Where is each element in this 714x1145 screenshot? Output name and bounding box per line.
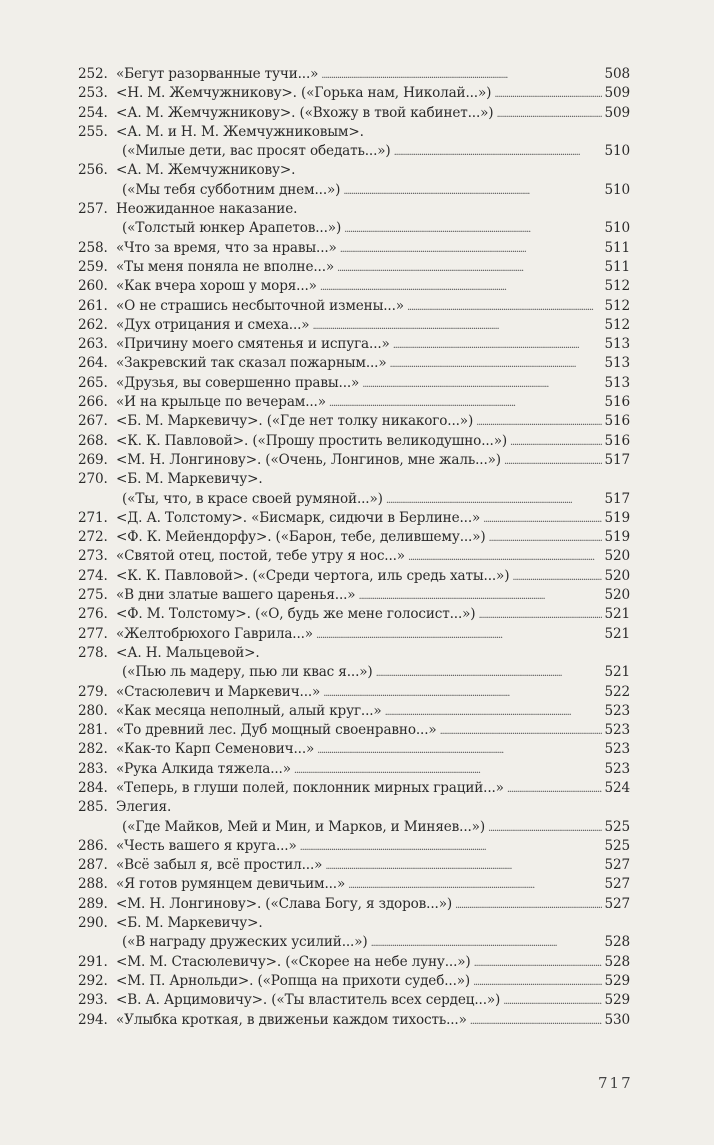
toc-entry-line <box>78 606 630 625</box>
entry-number: 292. <box>78 972 108 989</box>
toc-entry-line <box>78 915 630 934</box>
dot-leader <box>376 664 602 680</box>
entry-title: <А. Н. Мальцевой>. <box>116 644 260 661</box>
toc-entry <box>78 606 630 625</box>
dot-leader <box>496 105 601 121</box>
entry-title: «Всё забыл я, всё простил...» <box>116 857 323 874</box>
dot-leader <box>489 529 602 545</box>
entry-page-number: 521 <box>604 625 630 642</box>
entry-title: «Святой отец, постой, тебе утру я нос...» <box>116 548 405 565</box>
entry-number: 283. <box>78 760 108 777</box>
toc-entry-line <box>78 317 630 336</box>
toc-entry-line <box>78 703 630 722</box>
toc-entry <box>78 876 630 895</box>
entry-number: 257. <box>78 201 108 218</box>
toc-entry-subtitle-line <box>78 143 630 162</box>
dot-leader <box>337 259 601 275</box>
toc-entry-line <box>78 124 630 143</box>
toc-entry <box>78 915 630 954</box>
entry-title: <К. К. Павловой>. («Прошу простить великодушно...») <box>116 432 508 449</box>
entry-page-number: 519 <box>604 509 630 526</box>
toc-entry-line <box>78 684 630 703</box>
toc-entry-subtitle-line <box>78 934 630 953</box>
entry-page-number: 512 <box>604 316 630 333</box>
entry-title: «Ты меня поняла не вполне...» <box>116 258 335 275</box>
toc-entry <box>78 433 630 452</box>
entry-number: 252. <box>78 66 108 82</box>
dot-leader <box>317 741 601 757</box>
entry-number: 289. <box>78 895 108 912</box>
toc-entry-line <box>78 433 630 452</box>
entry-page-number: 516 <box>604 394 630 411</box>
dot-leader <box>510 433 601 449</box>
entry-title: («В награду дружеских усилий...») <box>122 934 368 951</box>
entry-title: «И на крыльце по вечерам...» <box>116 394 326 411</box>
dot-leader <box>476 413 601 429</box>
entry-number: 291. <box>78 953 108 970</box>
entry-page-number: 529 <box>604 972 630 989</box>
toc-entry <box>78 240 630 259</box>
entry-number: 261. <box>78 297 108 314</box>
entry-number: 265. <box>78 374 108 391</box>
dot-leader <box>440 722 602 738</box>
entry-number: 268. <box>78 432 108 449</box>
toc-entry-line <box>78 298 630 317</box>
toc-entry-subtitle-line <box>78 220 630 239</box>
entry-page-number: 524 <box>604 779 630 796</box>
entry-title: <Н. М. Жемчужникову>. («Горька нам, Николай...») <box>116 85 492 102</box>
toc-entry <box>78 529 630 548</box>
toc-entry <box>78 105 630 124</box>
dot-leader <box>390 355 602 371</box>
dot-leader <box>474 954 602 970</box>
entry-page-number: 517 <box>604 490 630 507</box>
toc-entry-line <box>78 162 630 181</box>
toc-entry-line <box>78 645 630 664</box>
dot-leader <box>325 857 601 873</box>
entry-page-number: 512 <box>604 278 630 295</box>
dot-leader <box>504 452 602 468</box>
entry-title: «Как месяца неполный, алый круг...» <box>116 702 382 719</box>
toc-entry-subtitle-line <box>78 182 630 201</box>
toc-entry <box>78 375 630 394</box>
entry-page-number: 520 <box>604 548 630 565</box>
toc-entry-line <box>78 568 630 587</box>
toc-entry-line <box>78 336 630 355</box>
entry-title: («Толстый юнкер Арапетов...») <box>122 220 342 237</box>
toc-entry <box>78 471 630 510</box>
entry-page-number: 516 <box>604 413 630 430</box>
toc-entry-line <box>78 626 630 645</box>
entry-title: <А. М. Жемчужникову>. <box>116 162 296 179</box>
entry-number: 274. <box>78 567 108 584</box>
entry-number: 281. <box>78 722 108 739</box>
toc-entry <box>78 761 630 780</box>
entry-title: «Теперь, в глуши полей, поклонник мирных граций...» <box>116 779 504 796</box>
dot-leader <box>408 548 602 564</box>
toc-entry-line <box>78 799 630 818</box>
entry-page-number: 525 <box>604 818 630 835</box>
dot-leader <box>348 876 601 892</box>
entry-title: <В. А. Арцимовичу>. («Ты властитель всех сердец...») <box>116 992 501 1009</box>
toc-entry-line <box>78 278 630 297</box>
toc-entry <box>78 201 630 240</box>
entry-title: «Друзья, вы совершенно правы...» <box>116 374 360 391</box>
entry-page-number: 520 <box>604 567 630 584</box>
entry-number: 253. <box>78 85 108 102</box>
toc-entry <box>78 954 630 973</box>
toc-entry-line <box>78 529 630 548</box>
toc-entry <box>78 703 630 722</box>
toc-entry-line <box>78 954 630 973</box>
entry-number: 260. <box>78 278 108 295</box>
entry-title: «Что за время, что за нравы...» <box>116 239 337 256</box>
toc-entry <box>78 510 630 529</box>
toc-entry-line <box>78 105 630 124</box>
toc-entry-line <box>78 66 630 85</box>
toc-entry-line <box>78 973 630 992</box>
entry-number: 273. <box>78 548 108 565</box>
toc-entry-line <box>78 857 630 876</box>
entry-number: 266. <box>78 394 108 411</box>
entry-title: («Где Майков, Мей и Мин, и Марков, и Миняев...») <box>122 818 485 835</box>
toc-entry <box>78 317 630 336</box>
toc-entry <box>78 548 630 567</box>
entry-page-number: 523 <box>604 760 630 777</box>
entry-page-number: 511 <box>604 239 630 256</box>
dot-leader <box>507 780 602 796</box>
entry-title: <Ф. М. Толстому>. («О, будь же мене голосист...») <box>116 606 476 623</box>
toc-entry-subtitle-line <box>78 491 630 510</box>
toc-entry <box>78 336 630 355</box>
entry-page-number: 508 <box>604 66 630 82</box>
dot-leader <box>320 278 602 294</box>
toc-entry-line <box>78 587 630 606</box>
entry-page-number: 519 <box>604 529 630 546</box>
entry-title: <М. Н. Лонгинову>. («Очень, Лонгинов, мне жаль...») <box>116 451 501 468</box>
toc-entry-line <box>78 355 630 374</box>
entry-page-number: 523 <box>604 722 630 739</box>
toc-entry <box>78 722 630 741</box>
toc-entry-line <box>78 240 630 259</box>
entry-title: <Д. А. Толстому>. «Бисмарк, сидючи в Берлине...» <box>116 509 481 526</box>
toc-entry-line <box>78 761 630 780</box>
entry-title: «Стасюлевич и Маркевич...» <box>116 683 321 700</box>
toc-entry <box>78 394 630 413</box>
entry-number: 280. <box>78 702 108 719</box>
entry-number: 272. <box>78 529 108 546</box>
toc-entry <box>78 587 630 606</box>
entry-number: 275. <box>78 587 108 604</box>
toc-entry <box>78 66 630 85</box>
entry-number: 287. <box>78 857 108 874</box>
toc-entry <box>78 278 630 297</box>
dot-leader <box>488 819 602 835</box>
dot-leader <box>312 317 601 333</box>
entry-title: «Причину моего смятенья и испуга...» <box>116 336 390 353</box>
dot-leader <box>362 375 601 391</box>
entry-title: <Б. М. Маркевичу>. («Где нет толку никакого...») <box>116 413 474 430</box>
entry-number: 290. <box>78 915 108 932</box>
dot-leader <box>483 510 601 526</box>
dot-leader <box>386 491 602 507</box>
entry-title: «Как-то Карп Семенович...» <box>116 741 315 758</box>
dot-leader <box>371 934 602 950</box>
entry-title: («Пью ль мадеру, пью ли квас я...») <box>122 664 373 681</box>
toc-entry <box>78 162 630 201</box>
entry-page-number: 512 <box>604 297 630 314</box>
dot-leader <box>316 626 602 642</box>
entry-page-number: 513 <box>604 355 630 372</box>
entry-number: 286. <box>78 837 108 854</box>
toc-entry <box>78 741 630 760</box>
entry-title: «Как вчера хорош у моря...» <box>116 278 317 295</box>
entry-number: 276. <box>78 606 108 623</box>
toc-entry-line <box>78 838 630 857</box>
toc-entry <box>78 124 630 163</box>
toc-entry-line <box>78 722 630 741</box>
entry-title: «О не страшись несбыточной измены...» <box>116 297 404 314</box>
entry-number: 285. <box>78 799 108 816</box>
dot-leader <box>393 336 602 352</box>
entry-number: 279. <box>78 683 108 700</box>
dot-leader <box>503 992 601 1008</box>
toc-entry-line <box>78 85 630 104</box>
toc-entry <box>78 645 630 684</box>
toc-entry-line <box>78 876 630 895</box>
toc-entry-line <box>78 375 630 394</box>
entry-number: 264. <box>78 355 108 372</box>
entry-title: «В дни златые вашего царенья...» <box>116 587 356 604</box>
entry-page-number: 513 <box>604 374 630 391</box>
entry-page-number: 529 <box>604 992 630 1009</box>
entry-title: <Ф. К. Мейендорфу>. («Барон, тебе, делившему...») <box>116 529 486 546</box>
entry-number: 278. <box>78 644 108 661</box>
entry-title: <М. Н. Лонгинову>. («Слава Богу, я здоров...») <box>116 895 453 912</box>
dot-leader <box>478 606 601 622</box>
entry-number: 256. <box>78 162 108 179</box>
dot-leader <box>323 684 601 700</box>
entry-page-number: 530 <box>604 1011 630 1028</box>
entry-title: («Ты, что, в красе своей румяной...») <box>122 490 383 507</box>
toc-entry-line <box>78 413 630 432</box>
entry-title: «Честь вашего я круга...» <box>116 837 297 854</box>
entry-title: <Б. М. Маркевичу>. <box>116 915 263 932</box>
entry-title: <М. П. Арнольди>. («Ропща на прихоти судеб...») <box>116 972 471 989</box>
dot-leader <box>473 973 601 989</box>
dot-leader <box>358 587 601 603</box>
dot-leader <box>407 298 602 314</box>
toc-entry <box>78 355 630 374</box>
entry-page-number: 510 <box>604 143 630 160</box>
toc-entry-line <box>78 259 630 278</box>
entry-title: «То древний лес. Дуб мощный своенравно...» <box>116 722 437 739</box>
dot-leader <box>455 896 601 912</box>
entry-number: 293. <box>78 992 108 1009</box>
entry-title: «Дух отрицания и смеха...» <box>116 316 310 333</box>
toc-entry-line <box>78 1012 630 1031</box>
toc-entry <box>78 799 630 838</box>
entry-title: <А. М. Жемчужникову>. («Вхожу в твой кабинет...») <box>116 104 494 121</box>
toc-entry <box>78 684 630 703</box>
entry-number: 270. <box>78 471 108 488</box>
entry-number: 269. <box>78 451 108 468</box>
dot-leader <box>321 66 601 82</box>
entry-title: «Рука Алкида тяжела...» <box>116 760 291 777</box>
toc-entry-line <box>78 741 630 760</box>
entry-page-number: 522 <box>604 683 630 700</box>
dot-leader <box>494 85 601 101</box>
entry-number: 288. <box>78 876 108 893</box>
toc-entry-line <box>78 510 630 529</box>
toc-entry-line <box>78 201 630 220</box>
entry-title: «Я готов румянцем девичьим...» <box>116 876 346 893</box>
entry-page-number: 521 <box>604 664 630 681</box>
dot-leader <box>294 761 602 777</box>
entry-page-number: 523 <box>604 741 630 758</box>
table-of-contents <box>78 66 630 1031</box>
entry-title: Элегия. <box>116 799 172 816</box>
entry-number: 282. <box>78 741 108 758</box>
entry-number: 294. <box>78 1011 108 1028</box>
toc-entry <box>78 992 630 1011</box>
entry-page-number: 513 <box>604 336 630 353</box>
toc-entry <box>78 973 630 992</box>
entry-title: («Милые дети, вас просят обедать...») <box>122 143 391 160</box>
entry-number: 271. <box>78 509 108 526</box>
toc-entry <box>78 838 630 857</box>
entry-number: 254. <box>78 104 108 121</box>
entry-page-number: 520 <box>604 587 630 604</box>
entry-title: <К. К. Павловой>. («Среди чертога, иль средь хаты...») <box>116 567 510 584</box>
entry-page-number: 517 <box>604 451 630 468</box>
toc-entry <box>78 896 630 915</box>
entry-page-number: 511 <box>604 258 630 275</box>
dot-leader <box>394 143 602 159</box>
toc-entry-line <box>78 992 630 1011</box>
entry-title: («Мы тебя субботним днем...») <box>122 181 341 198</box>
dot-leader <box>385 703 602 719</box>
toc-entry-line <box>78 394 630 413</box>
entry-number: 267. <box>78 413 108 430</box>
dot-leader <box>512 568 601 584</box>
dot-leader <box>340 240 602 256</box>
entry-number: 263. <box>78 336 108 353</box>
entry-number: 255. <box>78 123 108 140</box>
toc-entry-line <box>78 548 630 567</box>
entry-title: «Бегут разорванные тучи...» <box>116 66 319 82</box>
dot-leader <box>329 394 602 410</box>
toc-entry <box>78 413 630 432</box>
entry-page-number: 528 <box>604 953 630 970</box>
entry-page-number: 510 <box>604 220 630 237</box>
toc-entry <box>78 85 630 104</box>
entry-page-number: 527 <box>604 857 630 874</box>
toc-entry <box>78 1012 630 1031</box>
toc-entry <box>78 857 630 876</box>
entry-number: 258. <box>78 239 108 256</box>
entry-page-number: 516 <box>604 432 630 449</box>
toc-entry <box>78 568 630 587</box>
dot-leader <box>470 1012 602 1028</box>
entry-page-number: 510 <box>604 181 630 198</box>
dot-leader <box>344 220 601 236</box>
entry-page-number: 527 <box>604 895 630 912</box>
entry-title: <М. М. Стасюлевичу>. («Скорее на небе луну...») <box>116 953 471 970</box>
dot-leader <box>343 182 601 198</box>
entry-page-number: 509 <box>604 104 630 121</box>
entry-page-number: 523 <box>604 702 630 719</box>
entry-number: 259. <box>78 258 108 275</box>
entry-number: 262. <box>78 316 108 333</box>
entry-page-number: 528 <box>604 934 630 951</box>
entry-page-number: 525 <box>604 837 630 854</box>
toc-entry <box>78 259 630 278</box>
toc-entry-line <box>78 896 630 915</box>
entry-title: <Б. М. Маркевичу>. <box>116 471 263 488</box>
entry-page-number: 527 <box>604 876 630 893</box>
entry-page-number: 509 <box>604 85 630 102</box>
toc-entry-line <box>78 471 630 490</box>
entry-title: «Улыбка кроткая, в движеньи каждом тихость...» <box>116 1011 467 1028</box>
entry-title: «Закревский так сказал пожарным...» <box>116 355 387 372</box>
toc-entry <box>78 626 630 645</box>
entry-number: 284. <box>78 779 108 796</box>
toc-entry-subtitle-line <box>78 819 630 838</box>
entry-page-number: 521 <box>604 606 630 623</box>
entry-number: 277. <box>78 625 108 642</box>
toc-entry-line <box>78 452 630 471</box>
toc-entry <box>78 780 630 799</box>
toc-entry-line <box>78 780 630 799</box>
entry-title: Неожиданное наказание. <box>116 201 298 218</box>
toc-entry <box>78 452 630 471</box>
page-number: 717 <box>598 1074 633 1092</box>
entry-title: «Желтобрюхого Гаврила...» <box>116 625 313 642</box>
toc-entry <box>78 298 630 317</box>
entry-title: <А. М. и Н. М. Жемчужниковым>. <box>116 123 364 140</box>
dot-leader <box>300 838 602 854</box>
toc-entry-subtitle-line <box>78 664 630 683</box>
